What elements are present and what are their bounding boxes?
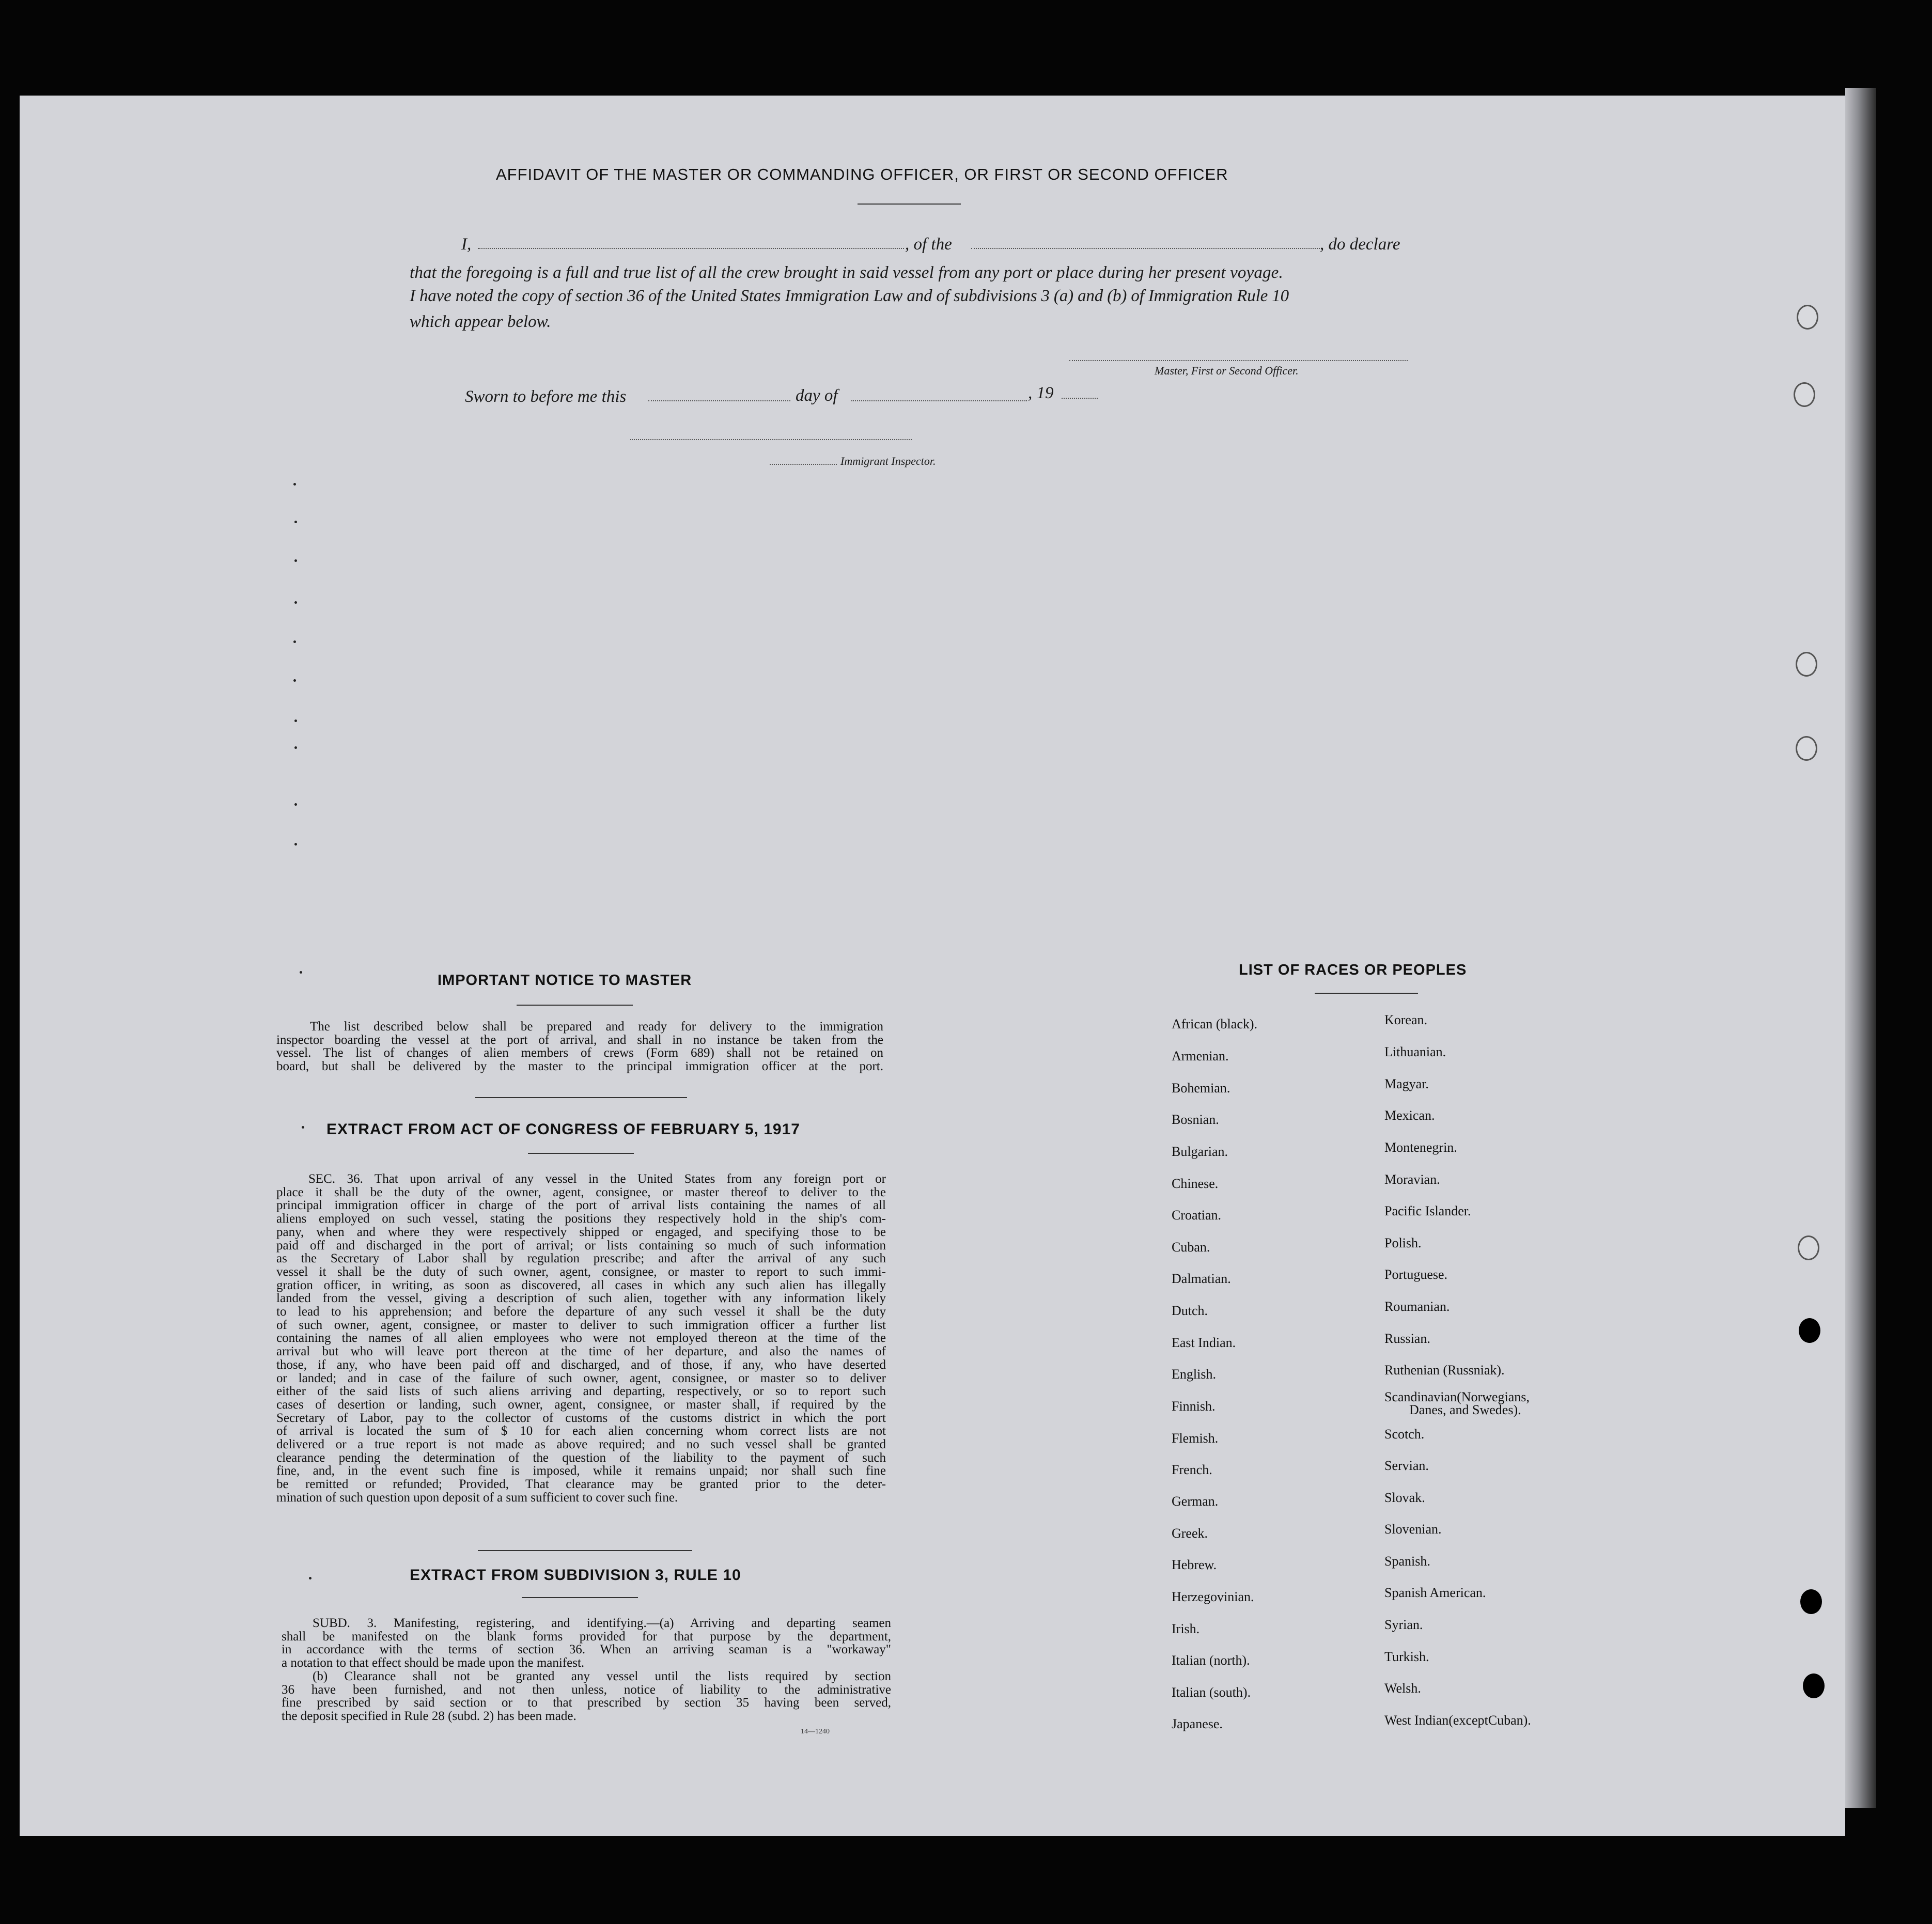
- race-left-item: Irish.: [1172, 1621, 1200, 1636]
- act-line: paid off and discharged in the port of arrival; or lists containing so much of such information: [276, 1238, 886, 1253]
- margin-tick: [294, 559, 297, 562]
- race-right-item: West Indian(exceptCuban).: [1384, 1713, 1531, 1728]
- act-line: those, if any, who have been paid off and discharged, and of those, if any, who have deserted: [276, 1357, 886, 1372]
- act-line: containing the names of all alien employees who were not employed thereon at the time of the: [276, 1331, 886, 1346]
- affidavit-i-label: I,: [461, 235, 472, 254]
- sworn-year-field[interactable]: [1062, 398, 1098, 399]
- notice-line: inspector boarding the vessel at the port of arrival, and shall in no instance be taken from the: [276, 1033, 883, 1047]
- race-right-item: Scotch.: [1384, 1427, 1425, 1442]
- race-right-item: Korean.: [1384, 1012, 1428, 1027]
- rule-line: SUBD. 3. Manifesting, registering, and identifying.—(a) Arriving and departing seamen: [313, 1616, 891, 1630]
- rule-line: a notation to that effect should be made upon the manifest.: [282, 1656, 585, 1670]
- margin-tick: [300, 971, 302, 974]
- act-line: cases of desertion or landing, such owner, agent, consignee, or master shall, if required by the: [276, 1397, 886, 1412]
- punch-hole: [1796, 652, 1817, 677]
- act-line: pany, when and where they were respectively shipped or engaged, and specifying those to be: [276, 1225, 886, 1239]
- margin-tick: [294, 521, 297, 523]
- inspector-signature-field[interactable]: [630, 439, 912, 440]
- race-left-item: Herzegovinian.: [1172, 1589, 1254, 1604]
- punch-hole: [1794, 382, 1815, 407]
- sworn-label: Sworn to before me this: [465, 387, 627, 406]
- act-line: fine, and, in the event such fine is imposed, while it remains unpaid; nor shall such fine: [276, 1464, 886, 1478]
- act-line: aliens employed on such vessel, stating the positions they respectively hold in the ship's com-: [276, 1212, 886, 1226]
- master-signature-field[interactable]: [1069, 360, 1408, 361]
- margin-tick: [294, 843, 297, 846]
- affidavit-declare-label: , do declare: [1320, 235, 1400, 254]
- page-edge: [1845, 88, 1876, 1808]
- act-end-rule: [478, 1550, 692, 1551]
- race-right-item: Slovenian.: [1384, 1522, 1442, 1537]
- form-number: 14—1240: [801, 1728, 830, 1735]
- title-rule: [858, 204, 961, 205]
- notice-line: The list described below shall be prepared and ready for delivery to the immigration: [310, 1020, 883, 1034]
- punch-hole: [1800, 1589, 1822, 1614]
- act-body: [276, 1172, 886, 1505]
- punch-hole: [1797, 305, 1818, 330]
- margin-tick: [309, 1577, 311, 1579]
- act-line: mination of such question upon deposit of a sum sufficient to cover such fine.: [276, 1490, 678, 1505]
- act-line: arrival but who will leave port thereon at the time of her departure, and also the names of: [276, 1344, 886, 1359]
- race-left-item: Bosnian.: [1172, 1112, 1219, 1127]
- race-right-item: Spanish American.: [1384, 1585, 1486, 1600]
- act-line: or landed; and in case of the failure of such owner, agent, consignee, or master so to deliver: [276, 1371, 886, 1385]
- margin-tick: [294, 803, 297, 806]
- race-right-item: Montenegrin.: [1384, 1140, 1457, 1155]
- document-page: [20, 96, 1845, 1836]
- notice-end-rule: [475, 1097, 687, 1098]
- affidavit-line-3: I have noted the copy of section 36 of the United States Immigration Law and of subdivisions 3 (a) and (b) of Immigration Rule 10: [410, 287, 1289, 305]
- rule-line: shall be manifested on the blank forms provided for that purpose by the department,: [282, 1629, 891, 1644]
- race-right-item: Welsh.: [1384, 1681, 1421, 1696]
- vessel-field[interactable]: [971, 248, 1320, 249]
- inspector-dotted-lead: [770, 464, 837, 465]
- punch-hole: [1799, 1318, 1820, 1343]
- race-left-item: Dutch.: [1172, 1303, 1208, 1318]
- act-line: of such owner, agent, consignee, or master to deliver to such immigration officer a further list: [276, 1318, 886, 1332]
- act-title: EXTRACT FROM ACT OF CONGRESS OF FEBRUARY 5, 1917: [326, 1121, 800, 1138]
- notice-rule: [517, 1005, 633, 1006]
- affidavit-title: AFFIDAVIT OF THE MASTER OR COMMANDING OFFICER, OR FIRST OR SECOND OFFICER: [496, 165, 1228, 183]
- rule-body: [282, 1617, 891, 1723]
- race-left-item: Bohemian.: [1172, 1081, 1230, 1096]
- rule-line: (b) Clearance shall not be granted any vessel until the lists required by section: [313, 1669, 891, 1683]
- margin-tick: [294, 719, 297, 722]
- race-left-item: Dalmatian.: [1172, 1271, 1231, 1286]
- margin-tick: [293, 640, 296, 643]
- master-caption: Master, First or Second Officer.: [1155, 364, 1299, 377]
- punch-hole: [1796, 736, 1817, 761]
- act-line: vessel it shall be the duty of such owner, agent, consignee, or master to report to such immi-: [276, 1264, 886, 1279]
- act-rule: [528, 1153, 634, 1154]
- race-right-item: Pacific Islander.: [1384, 1203, 1471, 1218]
- races-title: LIST OF RACES OR PEOPLES: [1239, 962, 1467, 978]
- act-line: of arrival is located the sum of $ 10 for each alien concerning whom correct lists are not: [276, 1424, 886, 1438]
- race-right-item: Moravian.: [1384, 1172, 1440, 1187]
- race-right-item: Spanish.: [1384, 1554, 1430, 1569]
- act-line: be remitted or refunded; Provided, That clearance may be granted prior to the deter-: [276, 1477, 886, 1492]
- inspector-caption: Immigrant Inspector.: [840, 455, 936, 467]
- race-right-item: Scandinavian(Norwegians,: [1384, 1389, 1530, 1404]
- act-line: landed from the vessel, giving a description of such alien, together with any information likely: [276, 1291, 886, 1306]
- affidavit-line-4: which appear below.: [410, 312, 551, 331]
- race-right-continuation: Danes, and Swedes).: [1409, 1402, 1521, 1417]
- rule-title: EXTRACT FROM SUBDIVISION 3, RULE 10: [410, 1567, 741, 1584]
- act-line: SEC. 36. That upon arrival of any vessel in the United States from any foreign port or: [308, 1172, 886, 1186]
- act-line: place it shall be the duty of the owner, agent, consignee, or master thereof to deliver to the: [276, 1185, 886, 1199]
- punch-hole: [1803, 1673, 1825, 1698]
- year-label: , 19: [1028, 384, 1054, 402]
- margin-tick: [293, 679, 296, 682]
- race-left-item: Armenian.: [1172, 1049, 1229, 1063]
- race-right-item: Russian.: [1384, 1331, 1430, 1346]
- race-right-item: Polish.: [1384, 1235, 1422, 1250]
- race-left-item: Greek.: [1172, 1526, 1208, 1541]
- notice-body: [276, 1020, 883, 1073]
- rule-line: in accordance with the terms of section 36. When an arriving seaman is a "workaway": [282, 1643, 891, 1657]
- race-left-item: German.: [1172, 1494, 1219, 1509]
- rule-line: the deposit specified in Rule 28 (subd. 2) has been made.: [282, 1709, 577, 1723]
- affidavit-line-2: that the foregoing is a full and true list of all the crew brought in said vessel from any port or place during her present voyage.: [410, 263, 1283, 282]
- margin-tick: [294, 601, 297, 604]
- race-right-item: Portuguese.: [1384, 1267, 1448, 1282]
- notice-line: vessel. The list of changes of alien members of crews (Form 689) shall not be retained on: [276, 1046, 883, 1060]
- race-left-item: Japanese.: [1172, 1716, 1223, 1731]
- races-rule: [1315, 993, 1418, 994]
- act-line: either of the said lists of such aliens arriving and departing, respectively, or so to report such: [276, 1384, 886, 1399]
- margin-tick: [293, 483, 296, 486]
- act-line: as the Secretary of Labor shall by regulation prescribe; and after the arrival of any such: [276, 1252, 886, 1266]
- notice-line: board, but shall be delivered by the master to the principal immigration officer at the port.: [276, 1059, 883, 1074]
- act-line: principal immigration officer in charge of the port of arrival lists containing the names of all: [276, 1198, 886, 1213]
- race-left-item: African (black).: [1172, 1016, 1258, 1031]
- rule-rule: [522, 1597, 638, 1598]
- punch-hole: [1798, 1235, 1819, 1260]
- act-line: Secretary of Labor, pay to the collector of customs of the customs district in which the port: [276, 1411, 886, 1425]
- race-right-item: Turkish.: [1384, 1649, 1429, 1664]
- act-line: to lead to his apprehension; and before the departure of any such vessel it shall be the duty: [276, 1305, 886, 1319]
- race-right-item: Ruthenian (Russniak).: [1384, 1363, 1505, 1378]
- race-left-item: Italian (south).: [1172, 1685, 1251, 1700]
- race-left-item: Cuban.: [1172, 1240, 1210, 1255]
- rule-line: fine prescribed by said section or to that prescribed by section 35 having been served,: [282, 1696, 891, 1710]
- margin-tick: [294, 746, 297, 749]
- race-right-item: Roumanian.: [1384, 1299, 1450, 1314]
- day-of-label: day of: [796, 386, 838, 405]
- race-right-item: Lithuanian.: [1384, 1044, 1446, 1059]
- act-line: gration officer, in writing, as soon as discovered, all cases in which any such alien has illegally: [276, 1278, 886, 1292]
- rule-line: 36 have been furnished, and not then unless, notice of liability to the administrative: [282, 1682, 891, 1697]
- race-left-item: French.: [1172, 1462, 1212, 1477]
- race-left-item: Finnish.: [1172, 1399, 1216, 1414]
- race-right-item: Magyar.: [1384, 1076, 1429, 1091]
- name-field[interactable]: [478, 248, 904, 249]
- race-left-item: Hebrew.: [1172, 1557, 1217, 1572]
- act-line: clearance pending the determination of the question of the liability to the payment of such: [276, 1450, 886, 1465]
- race-left-item: English.: [1172, 1367, 1216, 1382]
- race-left-item: Italian (north).: [1172, 1653, 1250, 1668]
- race-right-item: Mexican.: [1384, 1108, 1435, 1123]
- race-left-item: East Indian.: [1172, 1335, 1236, 1350]
- notice-title: IMPORTANT NOTICE TO MASTER: [438, 972, 692, 989]
- race-right-item: Servian.: [1384, 1458, 1429, 1473]
- race-right-item: Slovak.: [1384, 1490, 1425, 1505]
- margin-tick: [302, 1126, 304, 1129]
- sworn-day-field[interactable]: [648, 400, 790, 401]
- race-left-item: Flemish.: [1172, 1431, 1219, 1446]
- affidavit-of-the-label: , of the: [905, 235, 952, 254]
- sworn-month-field[interactable]: [851, 400, 1027, 401]
- act-line: delivered or a true report is not made as above required; and no such vessel shall be granted: [276, 1437, 886, 1452]
- race-right-item: Syrian.: [1384, 1617, 1423, 1632]
- race-left-item: Croatian.: [1172, 1208, 1222, 1223]
- race-left-item: Chinese.: [1172, 1176, 1219, 1191]
- race-left-item: Bulgarian.: [1172, 1144, 1228, 1159]
